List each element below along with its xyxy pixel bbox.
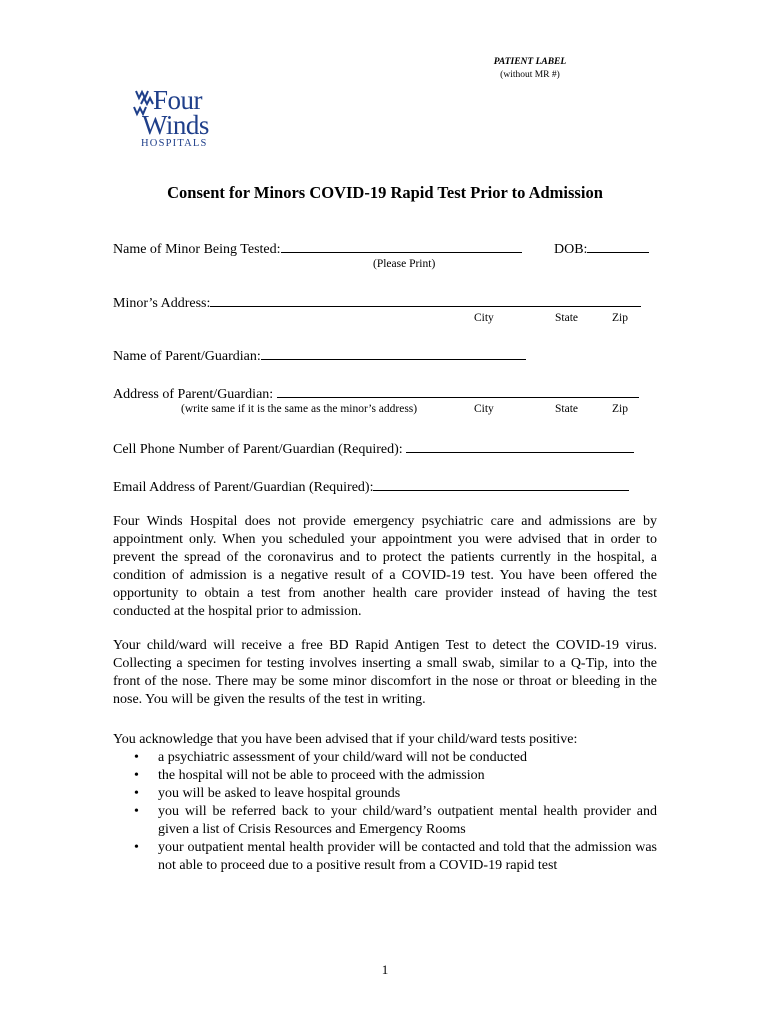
patient-label-title: PATIENT LABEL xyxy=(493,57,567,67)
bullet-icon: • xyxy=(134,804,139,819)
document-title: Consent for Minors COVID-19 Rapid Test Prior to Admission xyxy=(167,183,603,202)
bullet-icon: • xyxy=(134,786,139,801)
parent-city-label: City xyxy=(474,403,494,415)
parent-address-field[interactable] xyxy=(277,384,639,398)
parent-name-label: Name of Parent/Guardian: xyxy=(113,349,261,364)
parent-address-hint: (write same if it is the same as the minor’s address) xyxy=(181,403,418,415)
parent-name-field[interactable] xyxy=(261,346,526,360)
logo-line-3: HOSPITALS xyxy=(141,138,208,149)
parent-address-label: Address of Parent/Guardian: xyxy=(113,387,274,402)
four-winds-logo xyxy=(133,87,233,151)
paragraph-test-info-text: Your child/ward will receive a free BD Rapid Antigen Test to detect the COVID-19 virus. Collecting a specimen for testing involves inserting a small swab, similar to a Q-Tip, into the front of the nose. There may be some minor discomfort in the nose or throat or bleeding in the nose. You will be given the results of the test in writing. xyxy=(113,638,657,707)
minor-name-label: Name of Minor Being Tested: xyxy=(113,242,281,257)
minor-name-row xyxy=(113,239,522,259)
list-item: • you will be asked to leave hospital grounds xyxy=(134,786,401,801)
parent-address-row xyxy=(113,384,639,404)
parent-zip-label: Zip xyxy=(612,403,628,415)
list-item: • you will be referred back to your child/ward’s outpatient mental health provider and given a list of Crisis Resources and Emergency Rooms xyxy=(134,804,657,837)
cell-phone-label: Cell Phone Number of Parent/Guardian (Required): xyxy=(113,442,403,457)
paragraph-test-info xyxy=(113,637,657,709)
page-number: 1 xyxy=(381,962,389,977)
acknowledge-intro: You acknowledge that you have been advised that if your child/ward tests positive: xyxy=(113,732,578,747)
logo-line-2: Winds xyxy=(142,110,209,140)
bullet-icon: • xyxy=(134,768,139,783)
minor-address-label: Minor’s Address: xyxy=(113,296,211,311)
patient-label-subtitle: (without MR #) xyxy=(500,70,560,80)
minor-address-field[interactable] xyxy=(210,293,641,307)
dob-label: DOB: xyxy=(554,242,588,257)
email-row xyxy=(113,477,629,497)
minor-name-hint: (Please Print) xyxy=(373,258,436,270)
minor-name-field[interactable] xyxy=(281,239,522,253)
list-item: • your outpatient mental health provider will be contacted and told that the admission was not able to proceed due to a positive result from a COVID-19 rapid test xyxy=(134,840,657,873)
minor-zip-label: Zip xyxy=(612,312,628,324)
paragraph-policy-text: Four Winds Hospital does not provide emergency psychiatric care and admissions are by appointment only. When you scheduled your appointment you were advised that in order to prevent the spread of the coronavirus and to protect the patients currently in the hospital, a condition of admission is a negative result of a COVID-19 test. You have been offered the opportunity to obtain a test from another health care provider instead of having the test conducted at the hospital prior to admission. xyxy=(113,514,657,619)
acknowledge-list xyxy=(113,749,657,875)
bullet-icon: • xyxy=(134,750,139,765)
list-item: • the hospital will not be able to proceed with the admission xyxy=(134,768,485,783)
bullet-icon: • xyxy=(134,840,139,855)
list-item: • a psychiatric assessment of your child/ward will not be conducted xyxy=(134,750,527,765)
patient-label xyxy=(460,56,600,82)
parent-state-label: State xyxy=(555,403,578,415)
email-field[interactable] xyxy=(373,477,629,491)
parent-name-row xyxy=(113,346,526,366)
cell-phone-row xyxy=(113,439,634,459)
email-label: Email Address of Parent/Guardian (Required): xyxy=(113,480,374,495)
logo-line-1: Four xyxy=(153,85,203,115)
minor-address-row xyxy=(113,293,641,313)
paragraph-policy xyxy=(113,513,657,621)
minor-city-label: City xyxy=(474,312,494,324)
minor-state-label: State xyxy=(555,312,578,324)
dob-field[interactable] xyxy=(587,239,649,253)
cell-phone-field[interactable] xyxy=(406,439,634,453)
dob-row xyxy=(554,239,649,259)
